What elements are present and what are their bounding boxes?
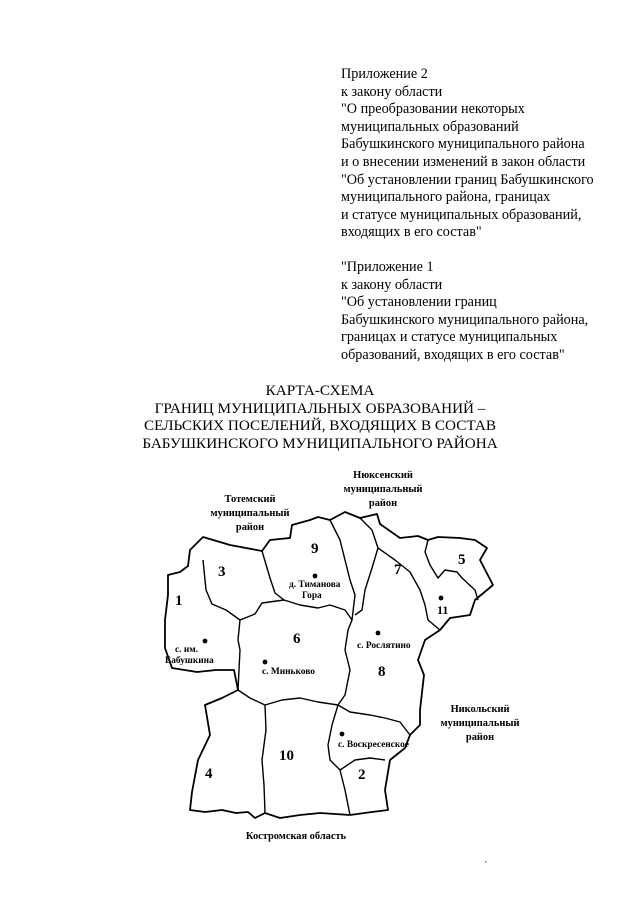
preamble-line: "Об установлении границ Бабушкинского	[341, 171, 594, 188]
preamble-line: границах и статусе муниципальных	[341, 329, 558, 346]
settlement-dot	[263, 660, 268, 665]
preamble-line: муниципальных образований	[341, 118, 519, 135]
settlement-dot	[376, 631, 381, 636]
neighbor-label-totemsky: Тотемский	[224, 494, 276, 505]
boundary-3-9	[240, 551, 284, 620]
boundary-10-2	[328, 705, 350, 815]
title-line: СЕЛЬСКИХ ПОСЕЛЕНИЙ, ВХОДЯЩИХ В СОСТАВ	[144, 417, 496, 435]
preamble-line: "О преобразовании некоторых	[341, 101, 525, 118]
region-number: 3	[218, 564, 226, 580]
title-line: ГРАНИЦ МУНИЦИПАЛЬНЫХ ОБРАЗОВАНИЙ –	[154, 399, 486, 417]
preamble-line: Приложение 2	[341, 66, 428, 82]
neighbor-label-totemsky: муниципальный	[210, 508, 290, 519]
region-number: 6	[293, 631, 301, 647]
region-number: 4	[205, 766, 213, 782]
neighbor-label-nyuksensky: район	[368, 498, 398, 509]
region-number: 2	[358, 767, 366, 783]
title-line: КАРТА-СХЕМА	[265, 382, 375, 399]
boundary-4-10	[262, 705, 266, 813]
district-outer-border	[165, 512, 493, 818]
region-number: 1	[175, 593, 183, 609]
settlement-label-roslyatino: с. Рослятино	[357, 641, 411, 651]
boundary-6-8	[338, 630, 350, 705]
preamble-line: Бабушкинского муниципального района	[341, 136, 585, 153]
settlement-label-minkovo: с. Миньково	[262, 667, 315, 677]
settlement-dot	[439, 596, 444, 601]
neighbor-label-totemsky: район	[235, 522, 265, 533]
boundary-8-2	[338, 705, 410, 735]
region-number: 7	[394, 562, 402, 578]
region-number: 11	[437, 603, 449, 617]
boundary-5	[425, 540, 478, 600]
neighbor-label-nyuksensky: муниципальный	[343, 484, 423, 495]
boundary-6-south	[238, 690, 338, 705]
boundary-9-east	[330, 520, 355, 620]
boundary-7-east	[378, 548, 440, 630]
neighbor-label-nikolsky: муниципальный	[440, 718, 520, 729]
preamble-line: и о внесении изменений в закон области	[341, 153, 586, 170]
region-number: 9	[311, 541, 319, 557]
settlement-label-timanova: Гора	[302, 591, 322, 601]
preamble-line: к закону области	[341, 83, 443, 100]
title-line: БАБУШКИНСКОГО МУНИЦИПАЛЬНОГО РАЙОНА	[142, 434, 498, 452]
settlement-dot	[313, 574, 318, 579]
settlement-dot	[203, 639, 208, 644]
preamble-line: Бабушкинского муниципального района,	[341, 311, 589, 328]
preamble-line: и статусе муниципальных образований,	[341, 206, 582, 223]
region-number: 10	[279, 748, 294, 764]
preamble-line: к закону области	[341, 276, 443, 293]
scan-speck	[485, 861, 487, 863]
settlement-dot	[340, 732, 345, 737]
preamble-line: муниципального района, границах	[341, 189, 551, 206]
settlement-label-babushkina: с. им.	[175, 645, 198, 655]
settlement-label-voskresenskoe: с. Воскресенское	[338, 740, 409, 750]
neighbor-label-nikolsky: район	[465, 732, 495, 743]
region-number: 8	[378, 664, 386, 680]
preamble-line: "Приложение 1	[341, 258, 434, 275]
neighbor-label-kostroma: Костромская область	[245, 831, 347, 842]
boundary-9-6	[284, 600, 352, 630]
region-number: 5	[458, 552, 466, 568]
neighbor-label-nikolsky: Никольский	[450, 704, 510, 715]
preamble-line: образований, входящих в его состав"	[341, 346, 565, 363]
settlement-label-timanova: д. Тиманова	[289, 580, 341, 590]
neighbor-label-nyuksensky: Нюксенский	[353, 470, 413, 481]
preamble-line: входящих в его состав"	[341, 224, 482, 241]
preamble-line: "Об установлении границ	[341, 294, 497, 311]
settlement-label-babushkina: Бабушкина	[165, 656, 214, 666]
boundary-7-8	[355, 518, 378, 615]
